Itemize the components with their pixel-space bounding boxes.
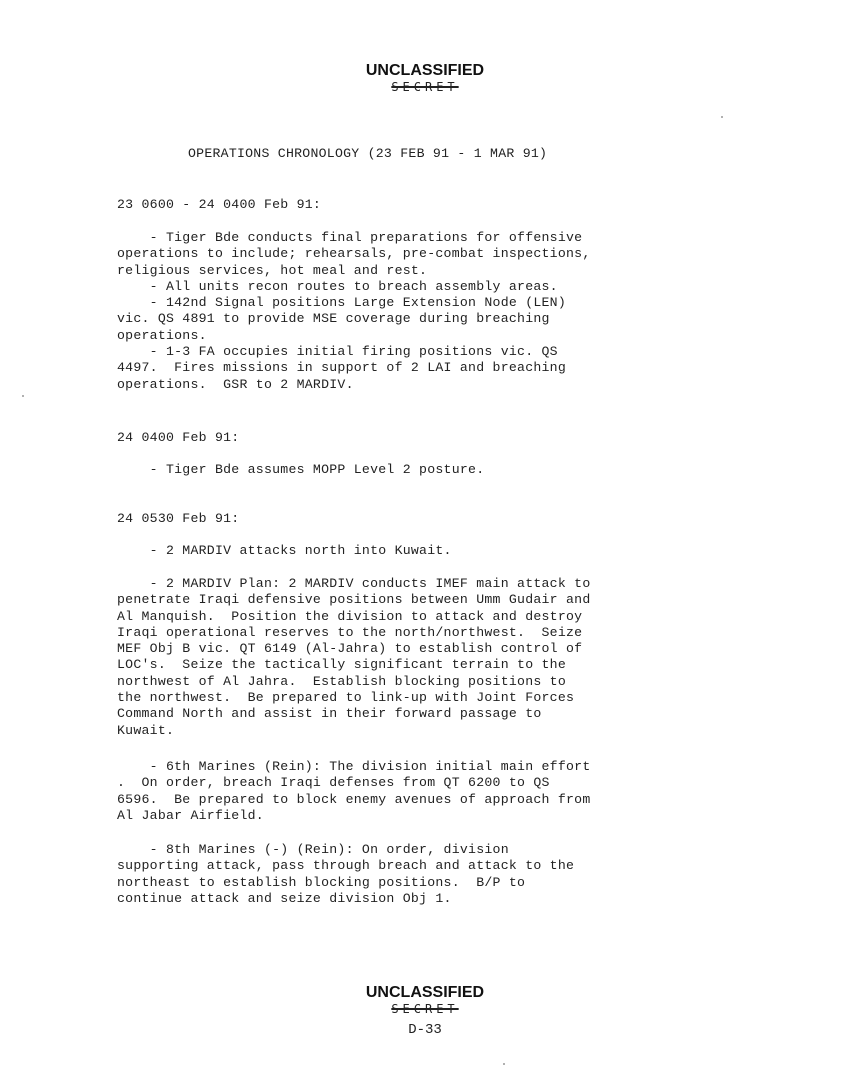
entry-paragraph: - 2 MARDIV Plan: 2 MARDIV conducts IMEF main attack to penetrate Iraqi defensive positions between Umm Gudair and Al Manquish. Position the division to attack and destroy Iraqi operational reserves to the north/northwest. Seize MEF Obj B vic. QT 6149 (Al-Jahra) to establish control of LOC's. Seize the tactically significant terrain to the northwest of Al Jahra. Establish blocking positions to the northwest. Be prepared to link-up with Joint Forces Command North and assist in their forward passage to Kuwait. [117, 576, 591, 738]
scan-speck [22, 395, 24, 397]
footer-classification: UNCLASSIFIED [365, 984, 485, 1001]
entry-heading: 24 0400 Feb 91: [117, 430, 240, 445]
entry-paragraph: - 6th Marines (Rein): The division initial main effort . On order, breach Iraqi defenses from QT 6200 to QS 6596. Be prepared to block enemy avenues of approach from Al Jabar Airfield. [117, 759, 591, 823]
entry-heading: 23 0600 - 24 0400 Feb 91: [117, 197, 322, 212]
entry-paragraph: - 8th Marines (-) (Rein): On order, division supporting attack, pass through breach and attack to the northeast to establish blocking positions. B/P to continue attack and seize division Obj 1. [117, 842, 575, 906]
entry-paragraph: - Tiger Bde conducts final preparations for offensive operations to include; rehearsals, pre-combat inspections, religious services, hot meal and rest. - All units recon routes to breach assembly areas. - 142nd Signal positions Large Extension Node (LEN) vic. QS 4891 to provide MSE coverage during breaching operations. - 1-3 FA occupies initial firing positions vic. QS 4497. Fires missions in support of 2 LAI and breaching operations. GSR to 2 MARDIV. [117, 230, 591, 392]
header-classification: UNCLASSIFIED [365, 62, 485, 79]
entry-paragraph: - 2 MARDIV attacks north into Kuwait. [117, 543, 452, 558]
document-title: OPERATIONS CHRONOLOGY (23 FEB 91 - 1 MAR 91) [188, 146, 548, 161]
footer-struck-marking: SECRET [391, 1002, 459, 1016]
scan-speck [721, 116, 723, 118]
scan-speck [503, 1063, 505, 1065]
entry-paragraph: - Tiger Bde assumes MOPP Level 2 posture. [117, 462, 485, 477]
page-number: D-33 [408, 1022, 442, 1038]
header-struck-marking: SECRET [391, 80, 459, 94]
entry-heading: 24 0530 Feb 91: [117, 511, 240, 526]
